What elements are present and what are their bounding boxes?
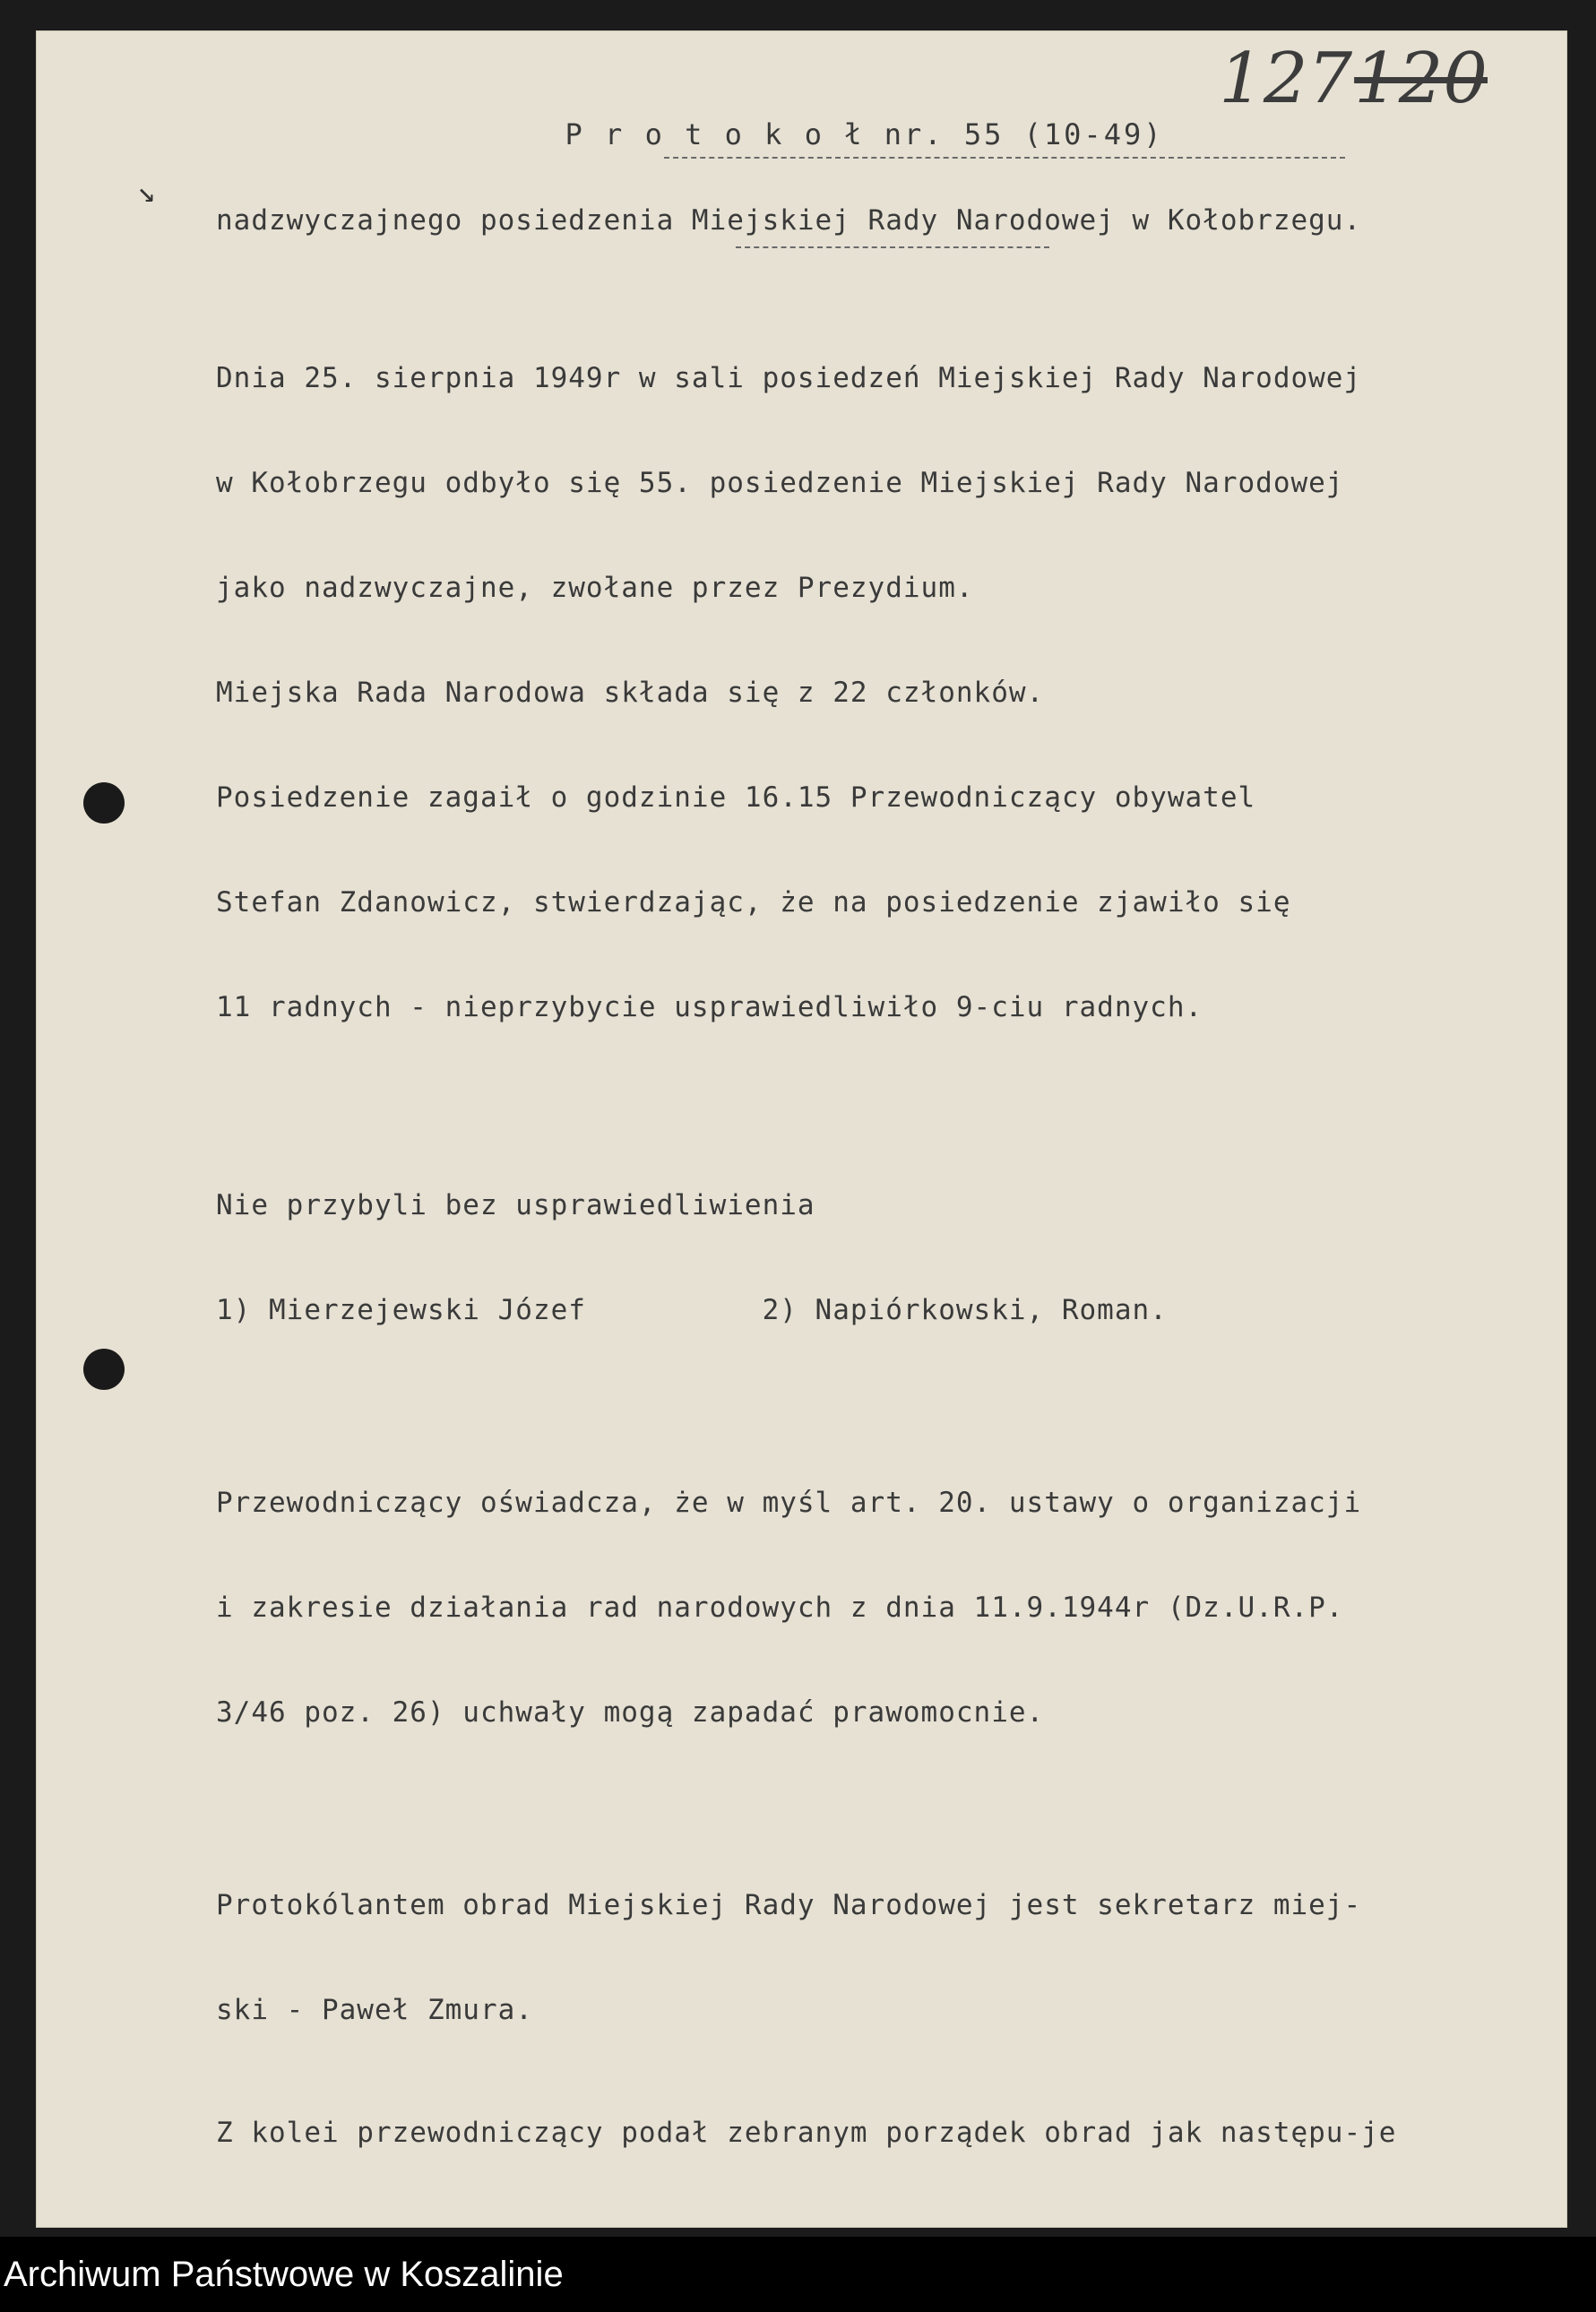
agenda-intro: Z kolei przewodniczący podał zebranym porządek obrad jak następu-je — [216, 2117, 1397, 2149]
document-body — [216, 291, 1533, 2228]
title-underline — [664, 157, 1345, 159]
archive-name: Archiwum Państwowe w Koszalinie — [4, 2255, 564, 2294]
document-page — [36, 30, 1567, 2228]
document-title: P r o t o k o ł nr. 55 (10-49) — [565, 117, 1164, 151]
tick-mark-icon: ↘ — [137, 174, 157, 210]
absent-members: Nie przybyli bez usprawiedliwienia 1) Mierzejewski Józef 2) Napiórkowski, Roman. — [216, 1189, 1168, 1326]
handwritten-page-numbers — [1219, 39, 1488, 119]
archive-footer — [0, 2237, 1596, 2312]
document-subtitle: nadzwyczajnego posiedzenia Miejskiej Rady Narodowej w Kołobrzegu. — [216, 204, 1362, 237]
punch-hole-top — [83, 782, 125, 824]
agenda-list — [216, 2167, 1533, 2228]
secretary-paragraph: Protokólantem obrad Miejskiej Rady Narodowej jest sekretarz miej- ski - Paweł Zmura. — [216, 1889, 1362, 2026]
chairman-statement: Przewodniczący oświadcza, że w myśl art. 20. ustawy o organizacji i zakresie działania rad narodowych z dnia 11.9.1944r (Dz.U.R.P. 3/46 poz. 26) uchwały mogą zapadać prawomocnie. — [216, 1487, 1362, 1729]
intro-paragraph: Dnia 25. sierpnia 1949r w sali posiedzeń Miejskiej Rady Narodowej w Kołobrzegu odbyło się 55. posiedzenie Miejskiej Rady Narodowej jako nadzwyczajne, zwołane przez Prezydium. Miejska Rada Narodowa składa się z 22 członków. Posiedzenie zagaił o godzinie 16.15 Przewodniczący obywatel Stefan Zdanowicz, stwierdzając, że na posiedzenie zjawiło się 11 radnych - nieprzybycie usprawiedliwiło 9-ciu radnych. — [216, 362, 1362, 1023]
punch-hole-bottom — [83, 1349, 125, 1390]
page-number-old: 120 — [1354, 39, 1488, 119]
page-number-current: 127 — [1219, 39, 1353, 119]
subtitle-underline — [736, 246, 1049, 248]
